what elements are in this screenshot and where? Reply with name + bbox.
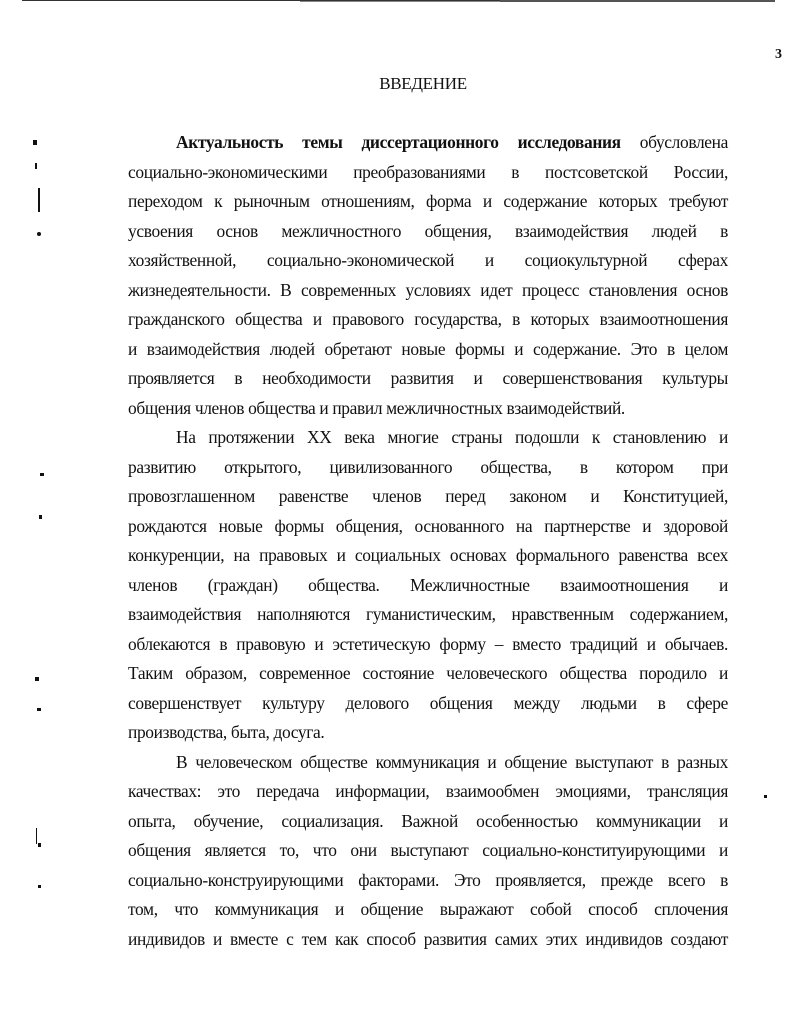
- scan-speck: [37, 708, 41, 711]
- page-number: 3: [775, 47, 782, 62]
- paragraph-line: совершенствует культуру делового общения между людьми в сфере: [128, 692, 728, 713]
- paragraph-line: и взаимодействия людей обретают новые формы и содержание. Это в целом: [128, 338, 728, 359]
- paragraph-line: проявляется в необходимости развития и совершенствования культуры: [128, 368, 728, 388]
- paragraph-line: Таким образом, современное состояние человеческого общества породило и: [128, 663, 728, 683]
- scan-speck: [35, 677, 39, 681]
- scan-speck: [37, 232, 41, 236]
- paragraph-line: том, что коммуникация и общение выражают собой способ сплочения: [128, 899, 728, 919]
- scan-edge-line: [500, 0, 775, 2]
- scan-speck: [38, 885, 41, 888]
- paragraph-line: социально-конструирующими факторами. Это проявляется, прежде всего в: [128, 869, 728, 890]
- paragraph-line: Актуальность темы диссертационного исследования обусловлена: [176, 132, 728, 152]
- paragraph-line: конкуренции, на правовых и социальных основах формального равенства всех: [128, 545, 728, 565]
- scan-speck: [35, 163, 37, 169]
- bold-lead-text: Актуальность темы диссертационного исследования: [176, 132, 621, 152]
- scan-speck: [38, 843, 41, 847]
- paragraph-line: хозяйственной, социально-экономической и социокультурной сферах: [128, 250, 728, 270]
- paragraph-line: производства, быта, досуга.: [128, 722, 325, 742]
- scan-speck: [33, 140, 37, 145]
- paragraph-line: В человеческом обществе коммуникация и общение выступают в разных: [176, 751, 728, 772]
- paragraph-line: членов (граждан) общества. Межличностные взаимоотношения и: [128, 574, 728, 595]
- scan-speck: [38, 188, 40, 212]
- paragraph-line: рождаются новые формы общения, основанного на партнерстве и здоровой: [128, 515, 728, 536]
- scan-speck: [764, 795, 767, 798]
- paragraph-line: качествах: это передача информации, взаимообмен эмоциями, трансляция: [128, 781, 728, 801]
- paragraph-line: На протяжении XX века многие страны подошли к становлению и: [176, 427, 728, 447]
- paragraph-line: социально-экономическими преобразованиями в постсоветской России,: [128, 161, 728, 182]
- paragraph-line: развитию открытого, цивилизованного общества, в котором при: [128, 456, 728, 477]
- page-title: ВВЕДЕНИЕ: [379, 74, 467, 93]
- paragraph-line: общения является то, что они выступают социально-конституирующими и: [128, 840, 728, 860]
- scan-speck: [39, 515, 42, 519]
- paragraph-line: гражданского общества и правового государства, в которых взаимоотношения: [128, 309, 728, 329]
- paragraph-line: усвоения основ межличностного общения, взаимодействия людей в: [128, 220, 728, 241]
- paragraph-line: индивидов и вместе с тем как способ развития самих этих индивидов создают: [128, 928, 728, 949]
- paragraph-line: переходом к рыночным отношениям, форма и содержание которых требуют: [128, 191, 728, 211]
- scan-speck: [40, 473, 44, 476]
- paragraph-line: опыта, обучение, социализация. Важной особенностью коммуникации и: [128, 810, 728, 831]
- paragraph-line: провозглашенном равенстве членов перед законом и Конституцией,: [128, 486, 728, 506]
- paragraph-line: общения членов общества и правил межличностных взаимодействий.: [128, 397, 625, 418]
- paragraph-line: жизнедеятельности. В современных условиях идет процесс становления основ: [128, 279, 728, 300]
- paragraph-line: взаимодействия наполняются гуманистическим, нравственным содержанием,: [128, 604, 728, 624]
- paragraph-line: облекаются в правовую и эстетическую форму – вместо традиций и обычаев.: [128, 633, 728, 654]
- scan-speck: [36, 828, 37, 844]
- scan-edge-line: [300, 1, 500, 2]
